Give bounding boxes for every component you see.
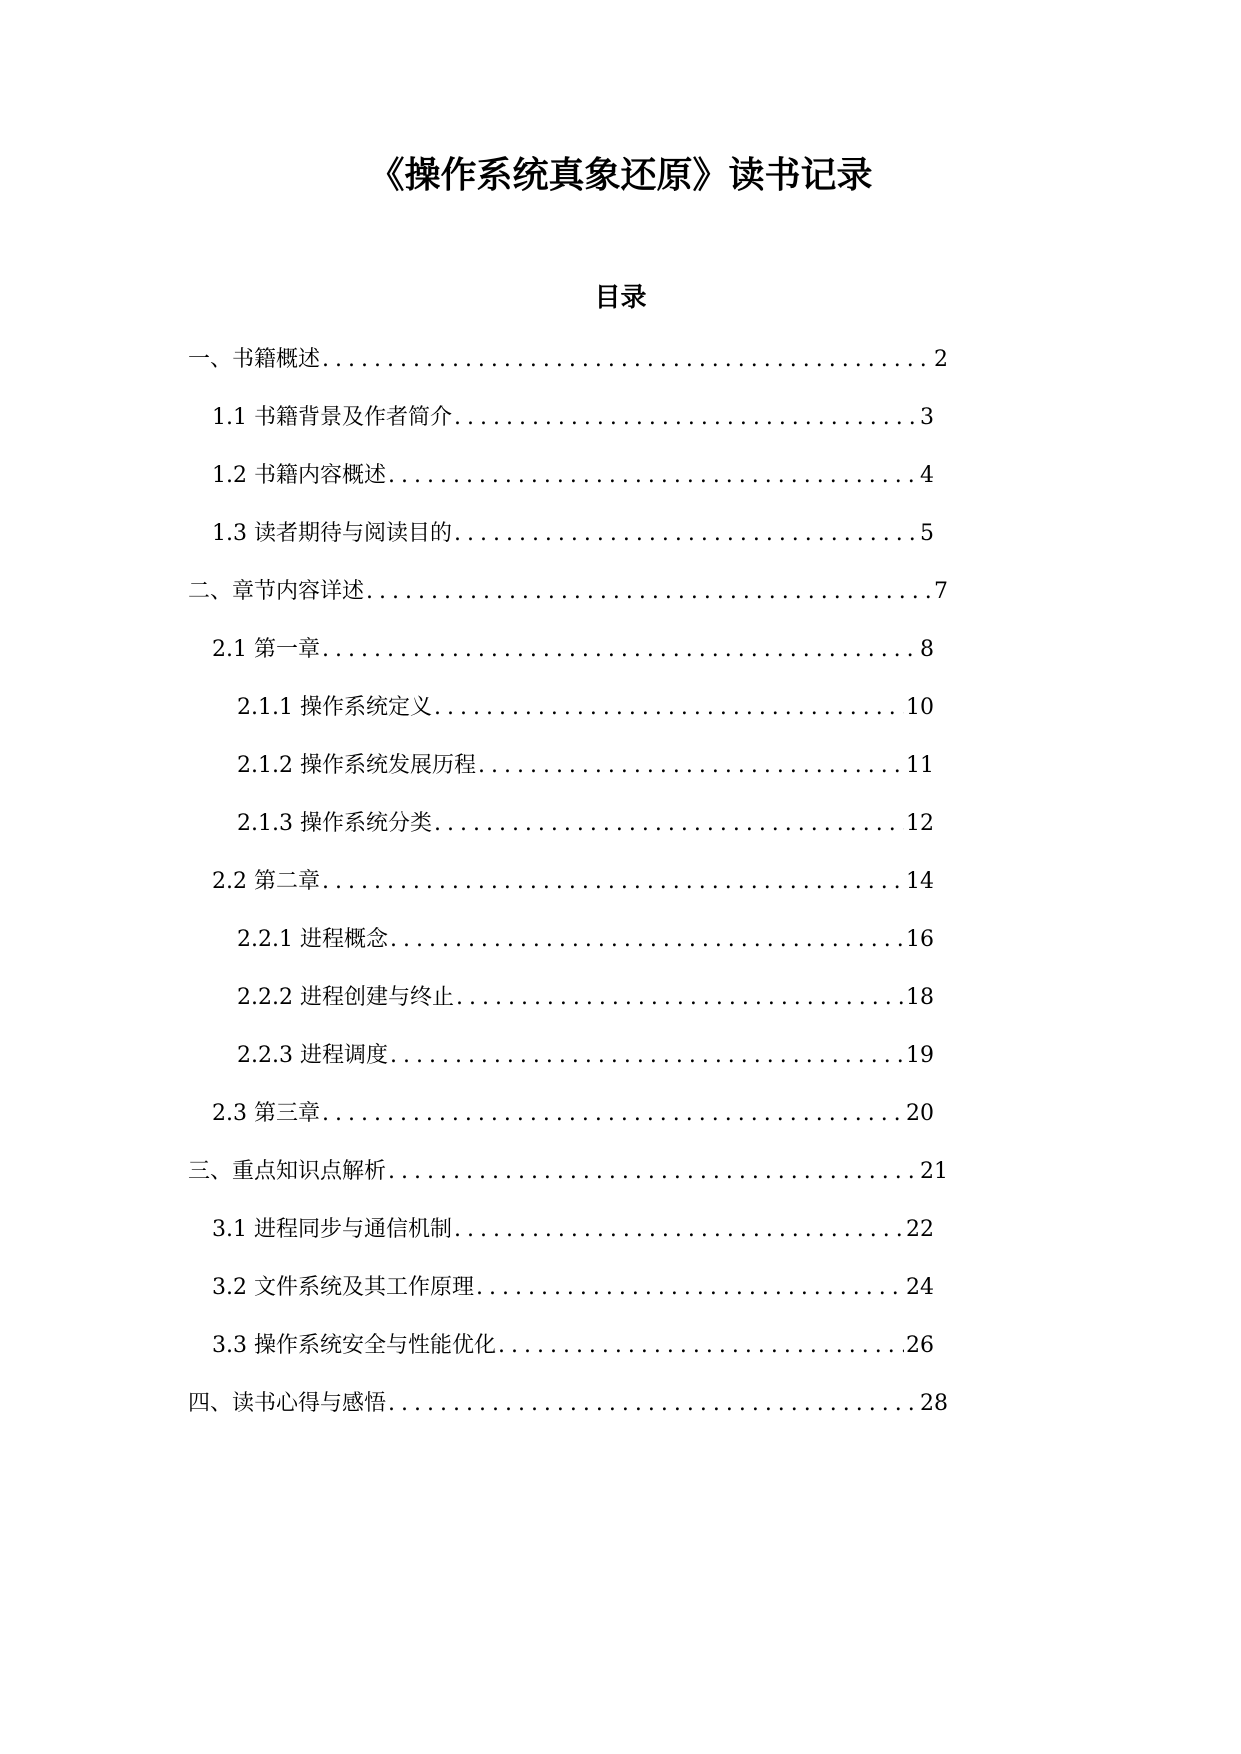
toc-dot-leader xyxy=(454,398,918,438)
toc-entry-label: 1.1 书籍背景及作者简介 xyxy=(212,405,452,430)
toc-entry-label: 二、章节内容详述 xyxy=(188,579,365,604)
toc-entry-page-number: 19 xyxy=(906,1043,934,1068)
toc-entry-label: 3.2 文件系统及其工作原理 xyxy=(212,1275,474,1300)
toc-entry-label: 2.1 第一章 xyxy=(212,637,320,662)
toc-dot-leader xyxy=(322,630,918,670)
toc-dot-leader xyxy=(390,1036,904,1076)
toc-entry-label: 1.2 书籍内容概述 xyxy=(212,463,386,488)
toc-entry-page-number: 12 xyxy=(906,811,934,836)
toc-dot-leader xyxy=(366,572,932,612)
toc-entry[interactable] xyxy=(237,1036,934,1076)
toc-entry[interactable] xyxy=(237,978,934,1018)
toc-entry[interactable] xyxy=(212,1094,934,1134)
toc-entry[interactable] xyxy=(188,1152,948,1192)
toc-entry[interactable] xyxy=(212,514,934,554)
toc-entry-page-number: 28 xyxy=(920,1391,948,1416)
toc-entry-page-number: 24 xyxy=(906,1275,934,1300)
toc-entry-label: 2.1.1 操作系统定义 xyxy=(237,695,432,720)
toc-entry-label: 2.2.2 进程创建与终止 xyxy=(237,985,454,1010)
document-title: 《操作系统真象还原》读书记录 xyxy=(368,154,873,196)
toc-entry-label: 2.1.2 操作系统发展历程 xyxy=(237,753,476,778)
toc-entry-label: 3.1 进程同步与通信机制 xyxy=(212,1217,452,1242)
toc-entry[interactable] xyxy=(212,862,934,902)
toc-dot-leader xyxy=(322,862,904,902)
toc-entry[interactable] xyxy=(237,688,934,728)
toc-entry[interactable] xyxy=(188,340,948,380)
toc-dot-leader xyxy=(388,1384,918,1424)
toc-entry[interactable] xyxy=(212,1326,934,1366)
toc-entry-label: 2.2 第二章 xyxy=(212,869,320,894)
toc-entry-page-number: 3 xyxy=(920,405,934,430)
toc-entry-page-number: 4 xyxy=(920,463,934,488)
toc-entry-page-number: 18 xyxy=(906,985,934,1010)
toc-dot-leader xyxy=(454,514,918,554)
toc-entry-page-number: 14 xyxy=(906,869,934,894)
toc-entry[interactable] xyxy=(237,804,934,844)
toc-entry[interactable] xyxy=(212,1210,934,1250)
toc-dot-leader xyxy=(434,688,904,728)
toc-entry-page-number: 2 xyxy=(934,347,948,372)
toc-entry-label: 1.3 读者期待与阅读目的 xyxy=(212,521,452,546)
toc-dot-leader xyxy=(456,978,904,1018)
toc-dot-leader xyxy=(498,1326,904,1366)
toc-entry-page-number: 26 xyxy=(906,1333,934,1358)
toc-dot-leader xyxy=(388,456,918,496)
toc-entry-page-number: 10 xyxy=(906,695,934,720)
toc-dot-leader xyxy=(476,1268,904,1308)
toc-entry-page-number: 22 xyxy=(906,1217,934,1242)
toc-entry-page-number: 16 xyxy=(906,927,934,952)
toc-dot-leader xyxy=(322,1094,904,1134)
toc-heading: 目录 xyxy=(594,283,647,313)
toc-dot-leader xyxy=(454,1210,904,1250)
toc-entry[interactable] xyxy=(237,746,934,786)
toc-entry[interactable] xyxy=(188,1384,948,1424)
toc-dot-leader xyxy=(322,340,932,380)
toc-entry-page-number: 20 xyxy=(906,1101,934,1126)
toc-entry-label: 2.3 第三章 xyxy=(212,1101,320,1126)
toc-entry-label: 2.1.3 操作系统分类 xyxy=(237,811,432,836)
toc-entry-page-number: 8 xyxy=(920,637,934,662)
toc-entry-label: 2.2.3 进程调度 xyxy=(237,1043,388,1068)
toc-dot-leader xyxy=(390,920,904,960)
toc-entry[interactable] xyxy=(237,920,934,960)
toc-entry-label: 四、读书心得与感悟 xyxy=(188,1391,387,1416)
toc-dot-leader xyxy=(434,804,904,844)
toc-entry-page-number: 7 xyxy=(934,579,948,604)
toc-entry-page-number: 11 xyxy=(906,753,934,778)
toc-entry-label: 一、书籍概述 xyxy=(188,347,321,372)
toc-entry[interactable] xyxy=(212,630,934,670)
toc-entry-page-number: 5 xyxy=(920,521,934,546)
toc-dot-leader xyxy=(478,746,904,786)
toc-entry-page-number: 21 xyxy=(920,1159,948,1184)
toc-entry[interactable] xyxy=(212,398,934,438)
toc-entry-label: 3.3 操作系统安全与性能优化 xyxy=(212,1333,496,1358)
toc-dot-leader xyxy=(388,1152,918,1192)
toc-entry[interactable] xyxy=(212,456,934,496)
toc-entry[interactable] xyxy=(188,572,948,612)
toc-entry-label: 三、重点知识点解析 xyxy=(188,1159,387,1184)
toc-entry-label: 2.2.1 进程概念 xyxy=(237,927,388,952)
toc-entry[interactable] xyxy=(212,1268,934,1308)
